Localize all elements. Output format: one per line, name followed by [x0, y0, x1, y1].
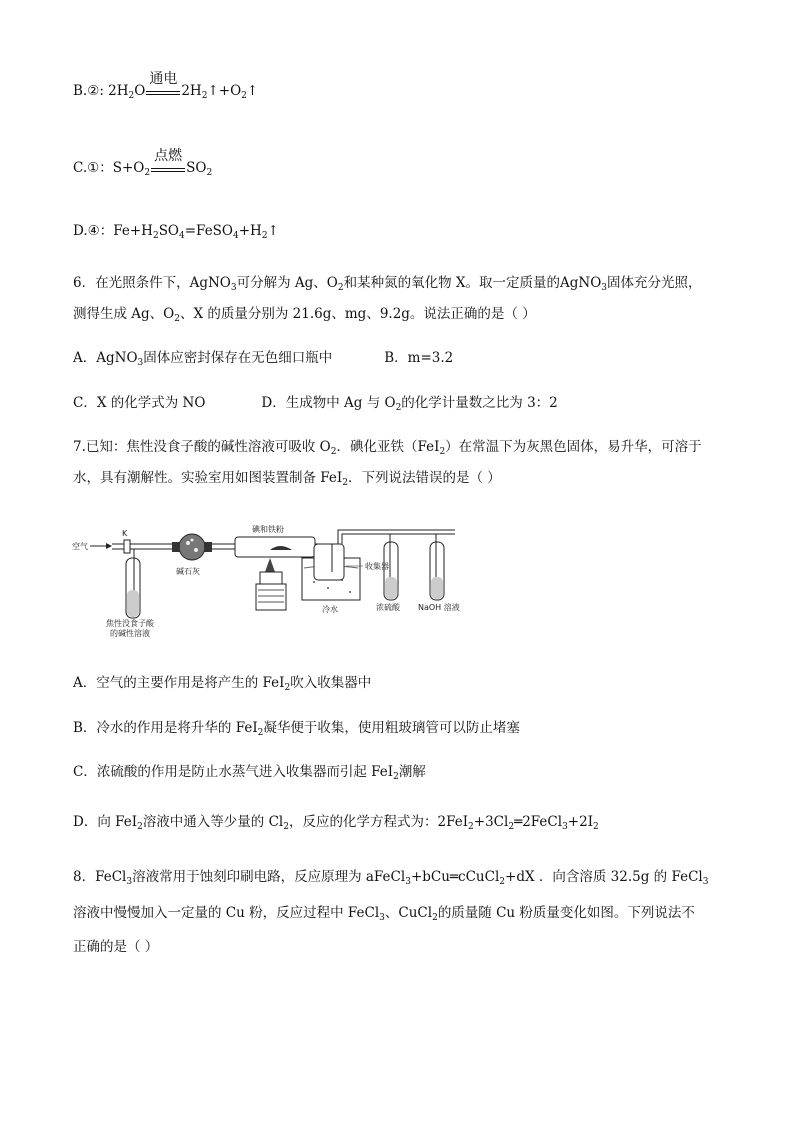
q7-option-a: A．空气的主要作用是将产生的 FeI$_2$吹入收集器中 [73, 675, 372, 693]
reaction-tube [235, 537, 315, 557]
reaction-condition: 点燃 [151, 167, 185, 172]
air-label: 空气 [72, 542, 88, 551]
q5-option-b: B.②: $2H_2O$ 通电 $2H_2↑+O_2↑$ [73, 71, 259, 101]
naoh-label: NaOH 溶液 [418, 603, 460, 612]
valve-k [124, 540, 130, 553]
q8-stem-line-1: 8．FeCl$_3$溶液常用于蚀刻印刷电路，反应原理为 aFeCl$_3$+bCu═cCuCl$_2$+dX ．向含溶质 32.5g 的 FeCl$_3$ [73, 869, 709, 887]
apparatus-diagram [70, 522, 465, 640]
q6-stem-line-1: 6．在光照条件下，AgNO$_3$可分解为 Ag、$O_2$和某种氮的氧化物 X。取一定质量的AgNO$_3$固体充分光照， [73, 275, 702, 293]
sulfuric-acid-label: 浓硫酸 [376, 603, 400, 612]
q6-options-cd: C．X 的化学式为 NO D．生成物中 Ag 与 $O_2$的化学计量数之比为 3：2 [73, 395, 558, 413]
collector-label: 收集器 [365, 562, 389, 571]
q8-stem-line-3: 正确的是（ ） [73, 939, 159, 955]
soda-lime-tube [179, 534, 205, 560]
q7-stem-line-1: 7.已知：焦性没食子酸的碱性溶液可吸收 $O_2$．碘化亚铁（FeI$_2$）在常温下为灰黑色固体，易升华，可溶于 [73, 439, 702, 457]
pyrogallol-label-2: 的碱性溶液 [110, 629, 150, 638]
alcohol-lamp [256, 584, 286, 610]
collector [314, 544, 344, 580]
q6-stem-line-2: 测得生成 Ag、$O_2$、X 的质量分别为 21.6g、mg、9.2g。说法正确的是（ ） [73, 306, 536, 324]
q5-option-c: C.①：$S+O_2$ 点燃 $SO_2$ [73, 148, 213, 178]
cold-water-label: 冷水 [322, 605, 338, 614]
q7-option-c: C．浓硫酸的作用是防止水蒸气进入收集器而引起 FeI$_2$潮解 [73, 764, 426, 782]
q7-option-b: B．冷水的作用是将升华的 FeI$_2$凝华便于收集，使用粗玻璃管可以防止堵塞 [73, 720, 520, 738]
valve-k-label: K [122, 529, 128, 538]
q6-options-ab: A．AgNO$_3$固体应密封保存在无色细口瓶中 B．m=3.2 [73, 350, 454, 368]
q7-stem-line-2: 水，具有潮解性。实验室用如图装置制备 FeI$_2$．下列说法错误的是（ ） [73, 470, 501, 488]
q5-option-d: D.④：$Fe+H_2SO_4=FeSO_4+H_2↑$ [73, 223, 279, 241]
q8-stem-line-2: 溶液中慢慢加入一定量的 Cu 粉，反应过程中 FeCl$_3$、CuCl$_2$的质量随 Cu 粉质量变化如图。下列说法不 [73, 905, 695, 923]
soda-lime-label: 碱石灰 [176, 567, 200, 576]
iodine-iron-label: 碘和铁粉 [252, 525, 284, 534]
pyrogallol-label-1: 焦性没食子酸 [106, 619, 154, 628]
q7-option-d: D．向 FeI$_2$溶液中通入等少量的 $Cl_2$，反应的化学方程式为：$2FeI_2+3Cl_2═2FeCl_3+2I_2$ [73, 814, 599, 832]
reaction-condition: 通电 [146, 90, 180, 95]
